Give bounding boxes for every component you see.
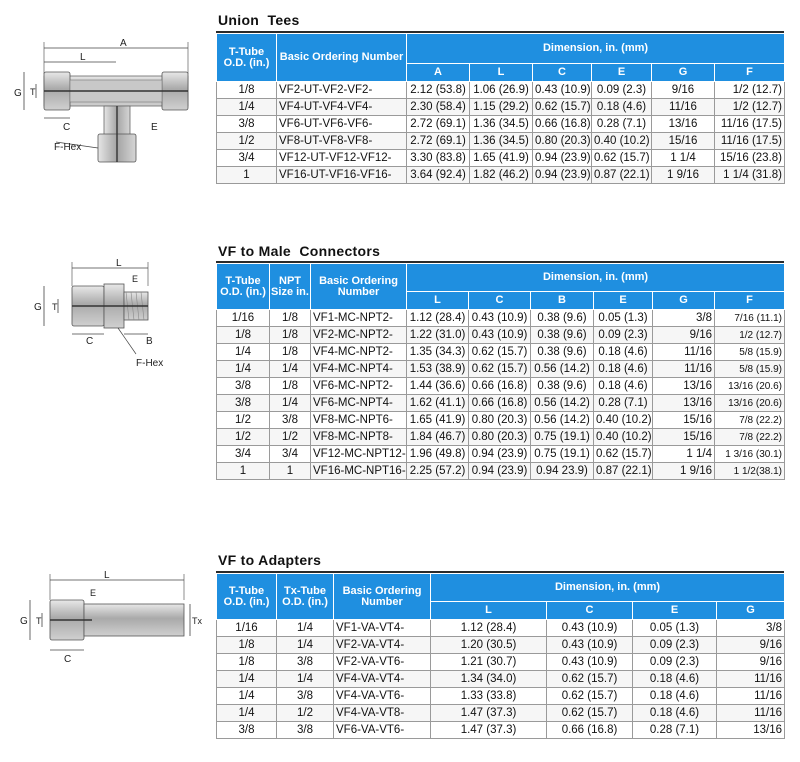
table-row xyxy=(217,116,785,133)
table-cell: 1.82 (46.2) xyxy=(470,167,533,184)
dim-label-g: G xyxy=(34,302,42,313)
col-header-npt-size: NPT Size in. xyxy=(270,264,311,310)
table-cell: 0.18 (4.6) xyxy=(592,99,652,116)
col-header-tube-od: T-Tube O.D. (in.) xyxy=(217,34,277,82)
table-cell: 7/8 (22.2) xyxy=(715,429,785,446)
table-cell: 11/16 xyxy=(717,688,785,705)
table-cell: 15/16 xyxy=(652,133,715,150)
col-header-tube-od: T-Tube O.D. (in.) xyxy=(217,574,277,620)
table-cell: 1/2 (12.7) xyxy=(715,82,785,99)
table-row xyxy=(217,150,785,167)
table-cell: 0.38 (9.6) xyxy=(531,310,594,327)
table-cell: 3/4 xyxy=(217,446,270,463)
dim-label-l: L xyxy=(116,258,122,269)
table-row xyxy=(217,361,785,378)
table-cell: 0.43 (10.9) xyxy=(469,327,531,344)
table-cell: 1.21 (30.7) xyxy=(431,654,547,671)
table-row xyxy=(217,412,785,429)
table-row xyxy=(217,99,785,116)
table-cell: 0.40 (10.2) xyxy=(592,133,652,150)
dim-label-b: B xyxy=(146,336,153,347)
section-title-male-connectors: VF to Male Connectors xyxy=(218,243,381,259)
dim-label-tx: Tx xyxy=(192,616,202,626)
table-cell: 0.62 (15.7) xyxy=(469,344,531,361)
union-tee-diagram xyxy=(8,34,208,174)
table-cell: VF1-MC-NPT2- xyxy=(311,310,407,327)
table-cell: 11/16 xyxy=(652,99,715,116)
table-cell: 0.43 (10.9) xyxy=(547,620,633,637)
table-cell: 0.56 (14.2) xyxy=(531,361,594,378)
table-cell: VF2-MC-NPT2- xyxy=(311,327,407,344)
table-cell: 0.80 (20.3) xyxy=(533,133,592,150)
dim-label-e: E xyxy=(151,122,158,133)
table-cell: 0.09 (2.3) xyxy=(633,637,717,654)
table-row xyxy=(217,82,785,99)
table-cell: 15/16 xyxy=(653,412,715,429)
table-row xyxy=(217,620,785,637)
table-cell: VF4-MC-NPT4- xyxy=(311,361,407,378)
table-cell: 0.62 (15.7) xyxy=(533,99,592,116)
table-cell: 7/8 (22.2) xyxy=(715,412,785,429)
table-cell: 1/2 xyxy=(277,705,334,722)
col-header-b: B xyxy=(531,292,594,310)
section-title-union-tees: Union Tees xyxy=(218,12,300,28)
table-cell: 0.28 (7.1) xyxy=(592,116,652,133)
table-cell: VF12-MC-NPT12- xyxy=(311,446,407,463)
section-title-adapters: VF to Adapters xyxy=(218,552,322,568)
table-cell: 0.94 (23.9) xyxy=(533,150,592,167)
table-cell: 5/8 (15.9) xyxy=(715,344,785,361)
table-cell: 1/2 xyxy=(217,429,270,446)
col-header-tube-od: T-Tube O.D. (in.) xyxy=(217,264,270,310)
dim-label-g: G xyxy=(14,88,22,99)
col-header-c: C xyxy=(533,64,592,82)
table-cell: 1/4 xyxy=(217,99,277,116)
table-cell: 0.66 (16.8) xyxy=(533,116,592,133)
table-cell: 0.56 (14.2) xyxy=(531,412,594,429)
col-header-l: L xyxy=(470,64,533,82)
dim-label-t: T xyxy=(52,302,58,312)
table-cell: 2.30 (58.4) xyxy=(407,99,470,116)
table-cell: 7/16 (11.1) xyxy=(715,310,785,327)
table-cell: 0.18 (4.6) xyxy=(633,688,717,705)
table-cell: 11/16 xyxy=(653,361,715,378)
table-cell: 13/16 xyxy=(653,378,715,395)
dim-label-t: T xyxy=(36,616,42,626)
table-cell: 1/8 xyxy=(217,654,277,671)
table-cell: 0.40 (10.2) xyxy=(594,429,653,446)
table-cell: 1 9/16 xyxy=(653,463,715,480)
table-cell: 1.47 (37.3) xyxy=(431,705,547,722)
table-cell: 0.38 (9.6) xyxy=(531,327,594,344)
table-cell: 0.18 (4.6) xyxy=(594,378,653,395)
col-header-e: E xyxy=(594,292,653,310)
adapter-diagram xyxy=(14,566,204,676)
table-cell: VF12-UT-VF12-VF12- xyxy=(277,150,407,167)
col-header-ordering-number: Basic Ordering Number xyxy=(334,574,431,620)
table-cell: VF1-VA-VT4- xyxy=(334,620,431,637)
table-cell: 0.40 (10.2) xyxy=(594,412,653,429)
dim-label-l: L xyxy=(104,570,110,581)
table-cell: 9/16 xyxy=(652,82,715,99)
table-cell: 0.38 (9.6) xyxy=(531,344,594,361)
table-cell: 1/8 xyxy=(270,378,311,395)
table-cell: 0.09 (2.3) xyxy=(592,82,652,99)
table-cell: 1/8 xyxy=(217,637,277,654)
table-row xyxy=(217,310,785,327)
table-cell: 3/8 xyxy=(277,688,334,705)
table-cell: 1.06 (26.9) xyxy=(470,82,533,99)
table-cell: 3.30 (83.8) xyxy=(407,150,470,167)
col-header-a: A xyxy=(407,64,470,82)
table-cell: 1/4 xyxy=(217,671,277,688)
table-cell: 0.09 (2.3) xyxy=(633,654,717,671)
col-header-e: E xyxy=(633,602,717,620)
table-cell: 0.18 (4.6) xyxy=(633,705,717,722)
table-row xyxy=(217,722,785,739)
table-cell: 15/16 (23.8) xyxy=(715,150,785,167)
table-cell: 0.18 (4.6) xyxy=(594,361,653,378)
dim-label-c: C xyxy=(64,654,72,665)
table-cell: 2.25 (57.2) xyxy=(407,463,469,480)
table-cell: 2.72 (69.1) xyxy=(407,116,470,133)
table-cell: 1/8 xyxy=(270,310,311,327)
table-cell: 0.43 (10.9) xyxy=(547,654,633,671)
table-row xyxy=(217,378,785,395)
table-cell: VF8-MC-NPT8- xyxy=(311,429,407,446)
table-cell: 3.64 (92.4) xyxy=(407,167,470,184)
table-row xyxy=(217,688,785,705)
table-cell: 3/8 xyxy=(217,378,270,395)
table-cell: 0.62 (15.7) xyxy=(547,671,633,688)
table-cell: 1 3/16 (30.1) xyxy=(715,446,785,463)
table-cell: 1.12 (28.4) xyxy=(431,620,547,637)
table-row xyxy=(217,463,785,480)
table-cell: 0.05 (1.3) xyxy=(594,310,653,327)
table-cell: 13/16 xyxy=(653,395,715,412)
col-header-c: C xyxy=(469,292,531,310)
table-cell: VF6-MC-NPT2- xyxy=(311,378,407,395)
table-cell: VF6-UT-VF6-VF6- xyxy=(277,116,407,133)
table-cell: VF4-MC-NPT2- xyxy=(311,344,407,361)
table-cell: 3/8 xyxy=(270,412,311,429)
table-cell: 0.87 (22.1) xyxy=(594,463,653,480)
table-cell: 1/8 xyxy=(270,344,311,361)
table-cell: 1.44 (36.6) xyxy=(407,378,469,395)
table-cell: 1 xyxy=(270,463,311,480)
table-cell: 5/8 (15.9) xyxy=(715,361,785,378)
table-cell: VF16-MC-NPT16- xyxy=(311,463,407,480)
table-cell: VF16-UT-VF16-VF16- xyxy=(277,167,407,184)
table-cell: 0.75 (19.1) xyxy=(531,429,594,446)
table-cell: 3/8 xyxy=(217,395,270,412)
table-cell: 1.62 (41.1) xyxy=(407,395,469,412)
table-row xyxy=(217,327,785,344)
table-cell: 0.62 (15.7) xyxy=(547,705,633,722)
table-cell: 1/16 xyxy=(217,620,277,637)
table-cell: 0.87 (22.1) xyxy=(592,167,652,184)
table-cell: VF8-UT-VF8-VF8- xyxy=(277,133,407,150)
table-cell: 1 1/4 xyxy=(652,150,715,167)
table-cell: 3/4 xyxy=(270,446,311,463)
table-cell: 0.28 (7.1) xyxy=(633,722,717,739)
dim-label-g: G xyxy=(20,616,28,627)
table-cell: 1/4 xyxy=(277,637,334,654)
dim-label-a: A xyxy=(120,38,127,49)
table-cell: 1/2 xyxy=(217,133,277,150)
table-row xyxy=(217,167,785,184)
male-connector-diagram xyxy=(28,254,198,374)
table-cell: 3/8 xyxy=(217,722,277,739)
table-cell: 1 1/4 (31.8) xyxy=(715,167,785,184)
table-cell: 3/8 xyxy=(277,722,334,739)
table-cell: 1/8 xyxy=(270,327,311,344)
table-cell: 0.05 (1.3) xyxy=(633,620,717,637)
table-cell: 1/8 xyxy=(217,327,270,344)
table-cell: 1.15 (29.2) xyxy=(470,99,533,116)
table-cell: 0.66 (16.8) xyxy=(547,722,633,739)
table-row xyxy=(217,705,785,722)
col-header-g: G xyxy=(652,64,715,82)
table-cell: 0.80 (20.3) xyxy=(469,412,531,429)
col-header-f: F xyxy=(715,64,785,82)
table-cell: 1.12 (28.4) xyxy=(407,310,469,327)
table-cell: VF4-VA-VT4- xyxy=(334,671,431,688)
table-cell: 1.20 (30.5) xyxy=(431,637,547,654)
table-cell: 1/16 xyxy=(217,310,270,327)
table-row xyxy=(217,395,785,412)
table-cell: 0.43 (10.9) xyxy=(469,310,531,327)
table-cell: 1/4 xyxy=(270,395,311,412)
table-cell: VF6-VA-VT6- xyxy=(334,722,431,739)
table-cell: 1/4 xyxy=(270,361,311,378)
table-cell: 1.35 (34.3) xyxy=(407,344,469,361)
group-header-dimension: Dimension, in. (mm) xyxy=(407,34,785,64)
table-cell: 0.62 (15.7) xyxy=(592,150,652,167)
table-cell: 9/16 xyxy=(653,327,715,344)
table-cell: 15/16 xyxy=(653,429,715,446)
table-cell: 1/4 xyxy=(217,344,270,361)
table-cell: 1/4 xyxy=(277,671,334,688)
table-cell: 11/16 xyxy=(717,671,785,688)
table-cell: 1 1/4 xyxy=(653,446,715,463)
table-cell: 0.18 (4.6) xyxy=(594,344,653,361)
table-cell: 1 1/2(38.1) xyxy=(715,463,785,480)
table-cell: 1.34 (34.0) xyxy=(431,671,547,688)
table-cell: 0.66 (16.8) xyxy=(469,395,531,412)
table-cell: 1/2 xyxy=(270,429,311,446)
table-cell: 1 9/16 xyxy=(652,167,715,184)
table-cell: 0.09 (2.3) xyxy=(594,327,653,344)
table-cell: 0.38 (9.6) xyxy=(531,378,594,395)
table-cell: 1.84 (46.7) xyxy=(407,429,469,446)
table-cell: 9/16 xyxy=(717,637,785,654)
table-cell: VF2-UT-VF2-VF2- xyxy=(277,82,407,99)
table-cell: 0.43 (10.9) xyxy=(547,637,633,654)
table-cell: 13/16 xyxy=(652,116,715,133)
table-row xyxy=(217,133,785,150)
col-header-ordering-number: Basic Ordering Number xyxy=(277,34,407,82)
col-header-tx-tube-od: Tx-Tube O.D. (in.) xyxy=(277,574,334,620)
table-cell: 3/8 xyxy=(653,310,715,327)
dim-label-f-hex: F-Hex xyxy=(136,358,164,369)
table-cell: 0.75 (19.1) xyxy=(531,446,594,463)
table-cell: 13/16 (20.6) xyxy=(715,378,785,395)
table-cell: 1/4 xyxy=(217,361,270,378)
adapters-table xyxy=(216,573,785,739)
table-row xyxy=(217,446,785,463)
table-cell: 1.36 (34.5) xyxy=(470,133,533,150)
table-cell: VF2-VA-VT4- xyxy=(334,637,431,654)
table-cell: 0.18 (4.6) xyxy=(633,671,717,688)
col-header-g: G xyxy=(717,602,785,620)
table-cell: 1.22 (31.0) xyxy=(407,327,469,344)
table-cell: 3/8 xyxy=(277,654,334,671)
table-row xyxy=(217,429,785,446)
table-row xyxy=(217,344,785,361)
table-row xyxy=(217,671,785,688)
dim-label-l: L xyxy=(80,52,86,63)
table-cell: 11/16 xyxy=(653,344,715,361)
table-cell: 1.53 (38.9) xyxy=(407,361,469,378)
table-cell: 0.28 (7.1) xyxy=(594,395,653,412)
table-cell: 3/8 xyxy=(717,620,785,637)
table-cell: 1.36 (34.5) xyxy=(470,116,533,133)
table-cell: 13/16 xyxy=(717,722,785,739)
table-cell: 0.80 (20.3) xyxy=(469,429,531,446)
table-cell: VF6-MC-NPT4- xyxy=(311,395,407,412)
col-header-e: E xyxy=(592,64,652,82)
table-cell: 1/4 xyxy=(217,688,277,705)
table-row xyxy=(217,637,785,654)
table-cell: 1/4 xyxy=(277,620,334,637)
dim-label-f-hex: F-Hex xyxy=(54,142,82,153)
dim-label-c: C xyxy=(63,122,71,133)
table-cell: 1/2 xyxy=(217,412,270,429)
dim-label-e: E xyxy=(132,274,139,284)
table-cell: 0.94 (23.9) xyxy=(469,446,531,463)
table-cell: 3/8 xyxy=(217,116,277,133)
table-cell: 1.96 (49.8) xyxy=(407,446,469,463)
union-tees-table xyxy=(216,33,785,184)
table-cell: 1.65 (41.9) xyxy=(407,412,469,429)
dim-label-e: E xyxy=(90,588,97,598)
table-cell: 3/4 xyxy=(217,150,277,167)
table-cell: 1 xyxy=(217,167,277,184)
table-cell: 0.66 (16.8) xyxy=(469,378,531,395)
dim-label-c: C xyxy=(86,336,94,347)
table-cell: 11/16 xyxy=(717,705,785,722)
table-cell: 9/16 xyxy=(717,654,785,671)
table-cell: 1.47 (37.3) xyxy=(431,722,547,739)
col-header-l: L xyxy=(431,602,547,620)
col-header-c: C xyxy=(547,602,633,620)
table-cell: 1/2 (12.7) xyxy=(715,99,785,116)
col-header-g: G xyxy=(653,292,715,310)
table-cell: 13/16 (20.6) xyxy=(715,395,785,412)
table-cell: 11/16 (17.5) xyxy=(715,116,785,133)
table-cell: 11/16 (17.5) xyxy=(715,133,785,150)
group-header-dimension: Dimension, in. (mm) xyxy=(431,574,785,602)
table-cell: VF2-VA-VT6- xyxy=(334,654,431,671)
group-header-dimension: Dimension, in. (mm) xyxy=(407,264,785,292)
table-cell: 1.33 (33.8) xyxy=(431,688,547,705)
table-cell: 0.62 (15.7) xyxy=(547,688,633,705)
table-cell: VF4-VA-VT8- xyxy=(334,705,431,722)
dim-label-t: T xyxy=(30,87,36,97)
table-cell: 0.94 23.9) xyxy=(531,463,594,480)
table-cell: 1/4 xyxy=(217,705,277,722)
col-header-ordering-number: Basic Ordering Number xyxy=(311,264,407,310)
table-cell: 0.94 (23.9) xyxy=(469,463,531,480)
table-cell: 1.65 (41.9) xyxy=(470,150,533,167)
table-cell: VF4-VA-VT6- xyxy=(334,688,431,705)
table-cell: 0.43 (10.9) xyxy=(533,82,592,99)
male-connectors-table xyxy=(216,263,785,480)
table-cell: 1 xyxy=(217,463,270,480)
table-cell: 0.56 (14.2) xyxy=(531,395,594,412)
table-cell: 0.62 (15.7) xyxy=(469,361,531,378)
table-cell: 2.12 (53.8) xyxy=(407,82,470,99)
col-header-f: F xyxy=(715,292,785,310)
table-cell: 0.62 (15.7) xyxy=(594,446,653,463)
col-header-l: L xyxy=(407,292,469,310)
table-row xyxy=(217,654,785,671)
table-cell: VF4-UT-VF4-VF4- xyxy=(277,99,407,116)
table-cell: VF8-MC-NPT6- xyxy=(311,412,407,429)
table-cell: 1/8 xyxy=(217,82,277,99)
table-cell: 0.94 (23.9) xyxy=(533,167,592,184)
table-cell: 2.72 (69.1) xyxy=(407,133,470,150)
table-cell: 1/2 (12.7) xyxy=(715,327,785,344)
